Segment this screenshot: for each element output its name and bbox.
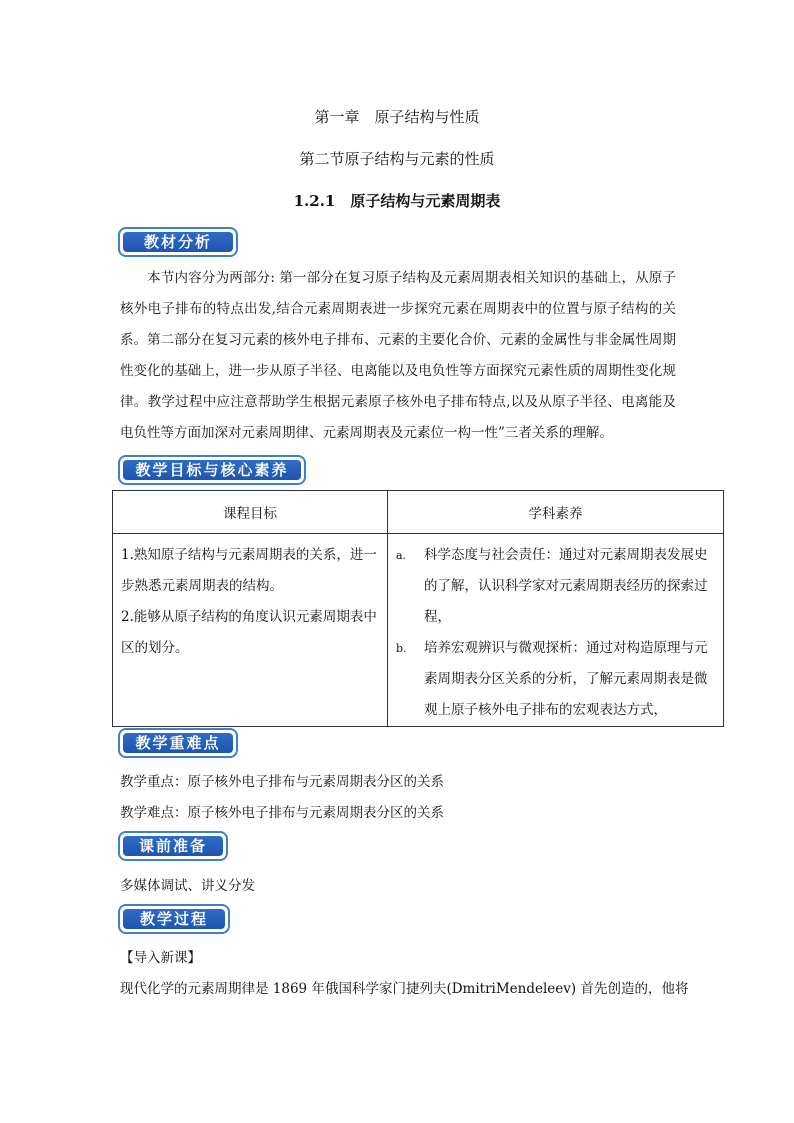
banner-preparation <box>120 833 226 859</box>
table-row <box>113 534 724 727</box>
literacy-marker: a. <box>396 549 407 562</box>
literacy-cell <box>388 534 724 727</box>
literacy-text: 培养宏观辨识与微观探析：通过对构造原理与元素周期表分区关系的分析，了解元素周期表是微观上原子核外电子排布的宏观表达方式， <box>424 640 708 718</box>
preparation-text: 多媒体调试、讲义分发 <box>120 878 255 894</box>
objectives-table <box>112 490 724 727</box>
literacy-item <box>396 540 715 633</box>
goal-item: 2.能够从原子结构的角度认识元素周期表中区的划分。 <box>121 609 377 656</box>
process-subheading: 【导入新课】 <box>120 950 201 966</box>
banner-preparation-label: 课前准备 <box>123 836 223 856</box>
key-point-line: 教学重点：原子核外电子排布与元素周期表分区的关系 <box>120 774 444 790</box>
banner-key-points <box>120 730 236 756</box>
goals-cell <box>113 534 388 727</box>
literacy-text: 科学态度与社会责任：通过对元素周期表发展史的了解，认识科学家对元素周期表经历的探索过程， <box>424 547 708 625</box>
header-literacy: 学科素养 <box>388 491 724 534</box>
banner-process <box>120 906 228 932</box>
header-course-goals: 课程目标 <box>113 491 388 534</box>
analysis-text: 本节内容分为两部分: 第一部分在复习原子结构及元素周期表相关知识的基础上，从原子核外电子排布的特点出发,结合元素周期表进一步探究元素在周期表中的位置与原子结构的关系。第二部分在复习元素的核外电子排布、元素的主要化合价、元素的金属性与非金属性周期性变化的基础上，进一步从原子半径、电离能以及电负性等方面探究元素性质的周期性变化规律。教学过程中应注意帮助学生根据元素原子核外电子排布特点,以及从原子半径、电离能及电负性等方面加深对元素周期律、元素周期表及元素位一构一性”三者关系的理解。 <box>120 270 676 441</box>
analysis-paragraph <box>120 263 676 449</box>
literacy-marker: b. <box>396 642 407 655</box>
goal-item: 1.熟知原子结构与元素周期表的关系，进一步熟悉元素周期表的结构。 <box>121 547 377 594</box>
process-text: 现代化学的元素周期律是 1869 年俄国科学家门捷列夫(DmitriMendeleev) 首先创造的，他将 <box>120 981 689 997</box>
difficulty-line: 教学难点：原子核外电子排布与元素周期表分区的关系 <box>120 805 444 821</box>
lesson-title: 1.2.1 原子结构与元素周期表 <box>293 192 501 210</box>
section-title: 第二节原子结构与元素的性质 <box>299 150 495 168</box>
chapter-title: 第一章 原子结构与性质 <box>314 108 480 126</box>
banner-analysis <box>120 229 236 255</box>
literacy-item <box>396 633 715 726</box>
banner-process-label: 教学过程 <box>123 909 225 929</box>
banner-key-points-label: 教学重难点 <box>123 733 233 753</box>
banner-objectives <box>120 457 304 483</box>
banner-objectives-label: 教学目标与核心素养 <box>123 460 301 480</box>
table-header-row <box>113 491 724 534</box>
banner-analysis-label: 教材分析 <box>123 232 233 252</box>
